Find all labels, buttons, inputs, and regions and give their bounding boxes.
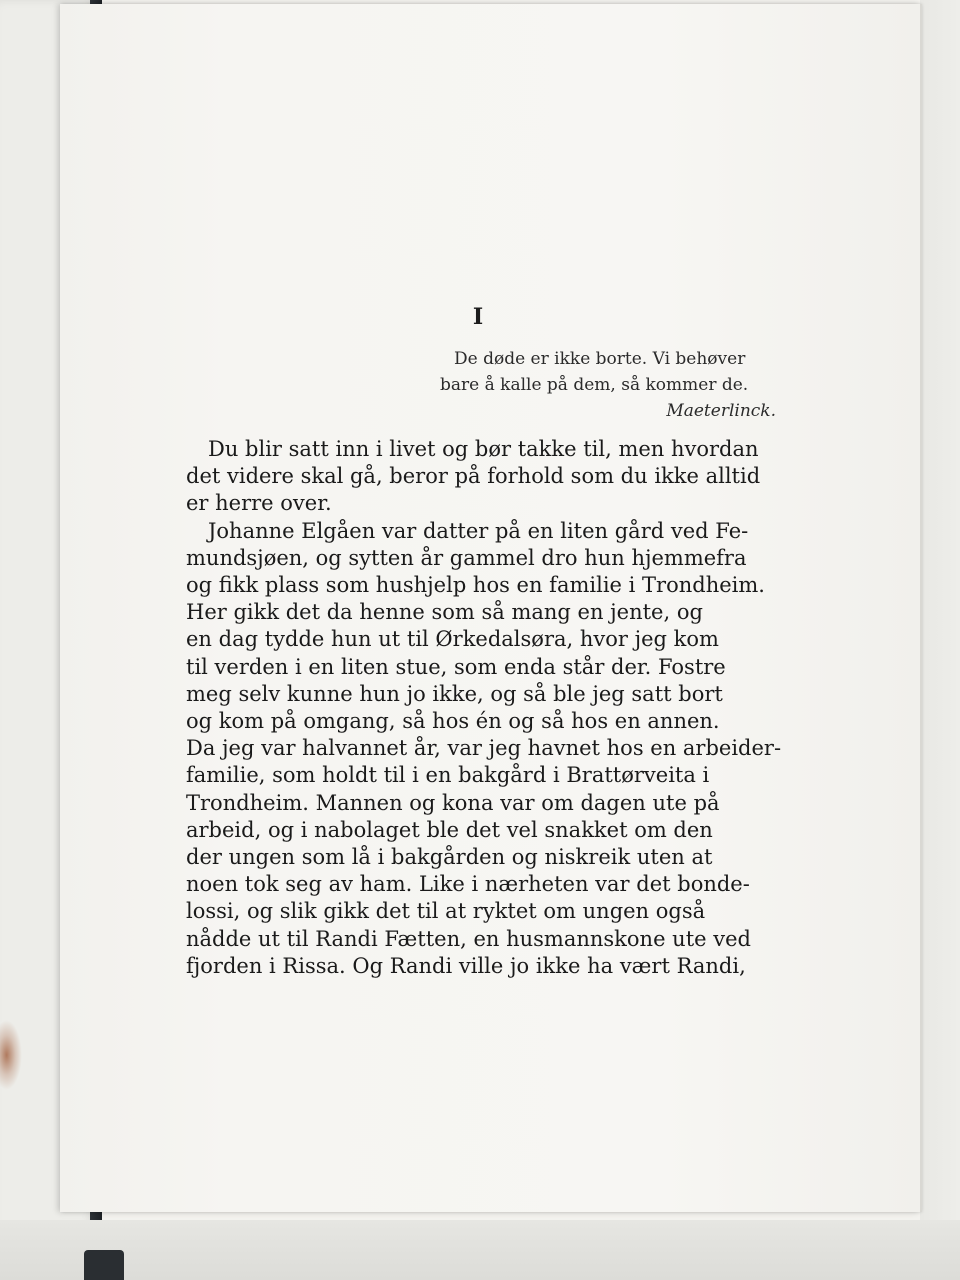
text-line: Du blir satt inn i livet og bør takke til, men hvordan (208, 437, 759, 461)
epigraph-line: bare å kalle på dem, så kommer de. (440, 375, 749, 395)
text-line: arbeid, og i nabolaget ble det vel snakket om den (186, 817, 713, 842)
chapter-number: I (472, 304, 484, 330)
text-line: og kom på omgang, så hos én og så hos en annen. (186, 709, 720, 734)
text-line: nådde ut til Randi Fætten, en husmannskone ute ved (186, 926, 751, 951)
text-line: en dag tydde hun ut til Ørkedalsøra, hvor jeg kom (186, 627, 719, 652)
text-line: Johanne Elgåen var datter på en liten gård ved Fe- (208, 518, 749, 543)
page-bottom-edge (0, 1220, 960, 1280)
text-line: meg selv kunne hun jo ikke, og så ble jeg satt bort (186, 681, 723, 706)
text-line: Her gikk det da henne som så mang en jente, og (186, 600, 703, 625)
text-line: mundsjøen, og sytten år gammel dro hun hjemmefra (186, 545, 747, 570)
text-line: lossi, og slik gikk det til at ryktet om ungen også (186, 899, 706, 924)
text-line: Da jeg var halvannet år, var jeg havnet hos en arbeider- (186, 736, 782, 761)
page-edge (920, 4, 922, 1212)
body-text (186, 436, 782, 980)
text-line: familie, som holdt til i en bakgård i Brattørveita i (186, 763, 710, 788)
text-line: og fikk plass som hushjelp hos en familie i Trondheim. (186, 573, 765, 598)
text-line: fjorden i Rissa. Og Randi ville jo ikke ha vært Randi, (186, 953, 746, 978)
text-line: til verden i en liten stue, som enda står der. Fostre (186, 654, 726, 679)
epigraph (440, 346, 780, 424)
text-line: noen tok seg av ham. Like i nærheten var det bonde- (186, 872, 750, 897)
epigraph-line: De døde er ikke borte. Vi behøver (454, 349, 746, 369)
text-line: Trondheim. Mannen og kona var om dagen ute på (186, 790, 720, 815)
text-line: det videre skal gå, beror på forhold som du ikke alltid (186, 464, 761, 489)
text-line: er herre over. (186, 491, 332, 516)
background-right (920, 0, 960, 1280)
cover-stain (0, 1020, 22, 1090)
text-line: der ungen som lå i bakgården og niskreik uten at (186, 845, 713, 870)
epigraph-attribution: Maeterlinck. (666, 401, 776, 421)
binding-corner (84, 1250, 124, 1280)
